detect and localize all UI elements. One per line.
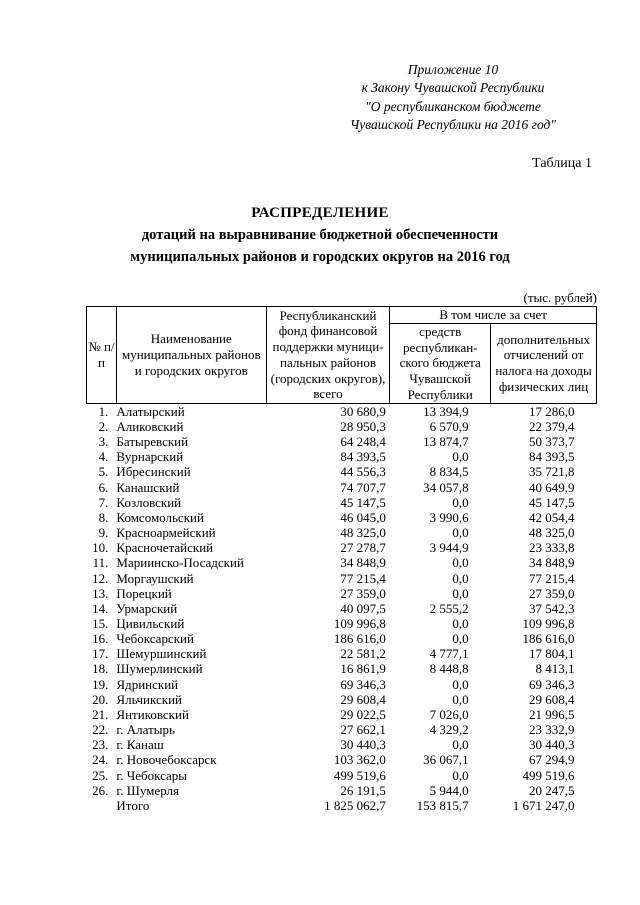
row-republican: 0,0: [452, 525, 469, 541]
row-number: 13.: [92, 585, 109, 601]
table-row: [87, 510, 597, 525]
row-number: 3.: [98, 434, 109, 450]
appendix-header: [330, 61, 576, 134]
appendix-line: к Закону Чувашской Республики: [361, 80, 545, 96]
row-number: 23.: [92, 737, 109, 753]
row-republican: 3 990,6: [429, 509, 469, 525]
appendix-line: Приложение 10: [407, 62, 499, 77]
row-republican: 0,0: [452, 767, 469, 783]
row-name: Ибресинский: [116, 464, 191, 480]
row-number: [87, 798, 117, 813]
row-republican: 0,0: [452, 615, 469, 631]
title-line: муниципальных районов и городских округов на 2016 год: [130, 249, 510, 265]
document-title: [0, 202, 640, 268]
row-republican: 7 026,0: [429, 706, 469, 722]
row-name: Шумерлинский: [116, 661, 203, 677]
table-row: [87, 434, 597, 449]
row-additional: 48 325,0: [529, 525, 575, 541]
appendix-line: "О республиканском бюджете: [365, 98, 541, 114]
row-name: Алатырский: [116, 403, 185, 419]
row-number: 5.: [98, 464, 109, 480]
row-name: Козловский: [116, 494, 182, 510]
row-name: Ядринский: [116, 676, 179, 692]
row-name: Янтиковский: [116, 706, 189, 722]
table-row: [87, 586, 597, 601]
row-additional: 1 671 247,0: [512, 797, 575, 813]
table-row: [87, 722, 597, 737]
row-additional: 42 054,4: [529, 509, 575, 525]
row-total: 29 608,4: [340, 691, 386, 707]
row-republican: 0,0: [452, 737, 469, 753]
row-total: 84 393,5: [340, 449, 386, 465]
row-republican: 0,0: [452, 691, 469, 707]
row-name: г. Новочебоксарск: [116, 752, 217, 768]
row-total: 46 045,0: [340, 509, 386, 525]
table-row: [87, 495, 597, 510]
row-additional: 40 649,9: [529, 479, 575, 495]
row-name: Вурнарский: [116, 449, 184, 465]
table-row: [87, 783, 597, 798]
row-republican: 6 570,9: [429, 418, 469, 434]
row-number: 7.: [98, 494, 109, 510]
row-republican: 4 329,2: [429, 722, 469, 738]
row-total: 109 996,8: [333, 615, 386, 631]
row-total: 77 215,4: [340, 570, 386, 586]
row-number: 4.: [98, 449, 109, 465]
row-additional: 17 286,0: [529, 403, 575, 419]
row-additional: 186 616,0: [522, 631, 575, 647]
row-republican: 0,0: [452, 631, 469, 647]
row-total: 64 248,4: [340, 434, 386, 450]
row-number: 22.: [92, 722, 109, 738]
row-number: 15.: [92, 615, 109, 631]
row-republican: 0,0: [452, 585, 469, 601]
row-number: 25.: [92, 767, 109, 783]
row-additional: 34 848,9: [529, 555, 575, 571]
table-row: [87, 525, 597, 540]
table-row: [87, 692, 597, 707]
row-name: Батыревский: [116, 434, 189, 450]
row-number: 24.: [92, 752, 109, 768]
row-total: 499 519,6: [333, 767, 386, 783]
row-additional: 8 413,1: [535, 661, 575, 677]
row-republican: 36 067,1: [423, 752, 469, 768]
row-number: 14.: [92, 600, 109, 616]
row-name: Моргаушский: [116, 570, 194, 586]
row-total: 30 440,3: [340, 737, 386, 753]
row-number: 10.: [92, 540, 109, 556]
table-row: [87, 661, 597, 676]
table-row: [87, 403, 597, 419]
row-number: 12.: [92, 570, 109, 586]
row-name: Порецкий: [116, 585, 172, 601]
table-row: [87, 768, 597, 783]
row-number: 1.: [98, 403, 109, 419]
table-body: [87, 403, 597, 813]
row-republican: 153 815,7: [416, 797, 469, 813]
row-name: Итого: [116, 797, 150, 813]
row-republican: 5 944,0: [429, 782, 469, 798]
row-name: Мариинско-Посадский: [116, 555, 244, 571]
row-number: 8.: [98, 509, 109, 525]
row-additional: 109 996,8: [522, 615, 575, 631]
row-number: 16.: [92, 631, 109, 647]
row-number: 17.: [92, 646, 109, 662]
table-row: [87, 449, 597, 464]
row-republican: 4 777,1: [429, 646, 469, 662]
table-row: [87, 419, 597, 434]
row-total: 34 848,9: [340, 555, 386, 571]
row-total: 27 359,0: [340, 585, 386, 601]
row-additional: 37 542,3: [529, 600, 575, 616]
row-additional: 499 519,6: [522, 767, 575, 783]
row-name: г. Канаш: [116, 737, 164, 753]
table-row: [87, 631, 597, 646]
row-republican: 3 944,9: [429, 540, 469, 556]
row-republican: 2 555,2: [429, 600, 469, 616]
table-row: [87, 571, 597, 586]
row-additional: 45 147,5: [529, 494, 575, 510]
row-additional: 23 332,9: [529, 722, 575, 738]
row-total: 26 191,5: [340, 782, 386, 798]
row-additional: 29 608,4: [529, 691, 575, 707]
table-row: [87, 752, 597, 767]
header-additional-deductions: дополнительных отчислений от налога на доходы физических лиц: [491, 323, 597, 403]
row-republican: 13 874,7: [423, 434, 469, 450]
row-republican: 0,0: [452, 494, 469, 510]
row-name: Комсомольский: [116, 509, 204, 525]
row-additional: 20 247,5: [529, 782, 575, 798]
table-row: [87, 480, 597, 495]
row-additional: 77 215,4: [529, 570, 575, 586]
row-name: Чебоксарский: [116, 631, 194, 647]
row-additional: 30 440,3: [529, 737, 575, 753]
table-row: [87, 798, 597, 813]
row-number: 2.: [98, 418, 109, 434]
row-total: 45 147,5: [340, 494, 386, 510]
row-republican: 0,0: [452, 570, 469, 586]
row-number: 20.: [92, 691, 109, 707]
row-number: 19.: [92, 676, 109, 692]
table-row: [87, 707, 597, 722]
row-additional: 22 379,4: [529, 418, 575, 434]
row-additional: 17 804,1: [529, 646, 575, 662]
row-name: Яльчикский: [116, 691, 183, 707]
row-name: Урмарский: [116, 600, 178, 616]
row-total: 30 680,9: [340, 403, 386, 419]
row-additional: 50 373,7: [529, 434, 575, 450]
units-label: (тыс. рублей): [523, 290, 597, 305]
table-row: [87, 555, 597, 570]
row-additional: 67 294,9: [529, 752, 575, 768]
header-republican-budget: средств республикан-ского бюджета Чувашской Республики: [390, 323, 491, 403]
row-total: 103 362,0: [333, 752, 386, 768]
appendix-line: Чувашской Республики на 2016 год": [349, 116, 557, 132]
row-number: 21.: [92, 706, 109, 722]
row-name: Красноармейский: [116, 525, 216, 541]
table-row: [87, 464, 597, 479]
row-total: 1 825 062,7: [324, 797, 386, 813]
row-number: 11.: [92, 555, 109, 571]
row-republican: 0,0: [452, 676, 469, 692]
row-name: Шемуршинский: [116, 646, 207, 662]
table-number: Таблица 1: [532, 156, 592, 171]
header-number: № п/п: [87, 307, 117, 404]
title-line: РАСПРЕДЕЛЕНИЕ: [251, 205, 389, 221]
row-name: г. Шумерля: [116, 782, 180, 798]
row-total: 29 022,5: [340, 706, 386, 722]
row-name: Цивильский: [116, 615, 185, 631]
row-additional: 23 333,8: [529, 540, 575, 556]
row-total: 74 707,7: [340, 479, 386, 495]
row-number: 26.: [92, 782, 109, 798]
row-total: 27 662,1: [340, 722, 386, 738]
row-name: Канашский: [116, 479, 180, 495]
row-name: г. Чебоксары: [116, 767, 188, 783]
row-number: 18.: [92, 661, 109, 677]
row-republican: 8 448,8: [429, 661, 469, 677]
row-total: 69 346,3: [340, 676, 386, 692]
title-line: дотаций на выравнивание бюджетной обеспеченности: [141, 227, 499, 243]
table-row: [87, 737, 597, 752]
table-row: [87, 646, 597, 661]
row-name: Красночетайский: [116, 540, 214, 556]
row-number: 6.: [98, 479, 109, 495]
distribution-table: [86, 306, 597, 813]
row-republican: 0,0: [452, 449, 469, 465]
table-row: [87, 616, 597, 631]
row-republican: 13 394,9: [423, 403, 469, 419]
row-name: г. Алатырь: [116, 722, 175, 738]
row-total: 40 097,5: [340, 600, 386, 616]
row-total: 27 278,7: [340, 540, 386, 556]
row-total: 22 581,2: [340, 646, 386, 662]
row-additional: 21 996,5: [529, 706, 575, 722]
row-additional: 35 721,8: [529, 464, 575, 480]
header-name: Наименование муниципальных районов и городских округов: [116, 307, 266, 404]
header-fund-total: Республиканский фонд финансовой поддержки муници-пальных районов (городских округов), всего: [266, 307, 390, 404]
row-additional: 69 346,3: [529, 676, 575, 692]
row-additional: 27 359,0: [529, 585, 575, 601]
table-row: [87, 677, 597, 692]
row-republican: 0,0: [452, 555, 469, 571]
row-republican: 34 057,8: [423, 479, 469, 495]
table-row: [87, 540, 597, 555]
header-including: В том числе за счет: [390, 307, 597, 324]
row-additional: 84 393,5: [529, 449, 575, 465]
row-total: 28 950,3: [340, 418, 386, 434]
row-number: 9.: [98, 525, 109, 541]
row-total: 16 861,9: [340, 661, 386, 677]
row-republican: 8 834,5: [429, 464, 469, 480]
row-total: 48 325,0: [340, 525, 386, 541]
row-total: 44 556,3: [340, 464, 386, 480]
row-name: Аликовский: [116, 418, 184, 434]
row-total: 186 616,0: [333, 631, 386, 647]
table-row: [87, 601, 597, 616]
